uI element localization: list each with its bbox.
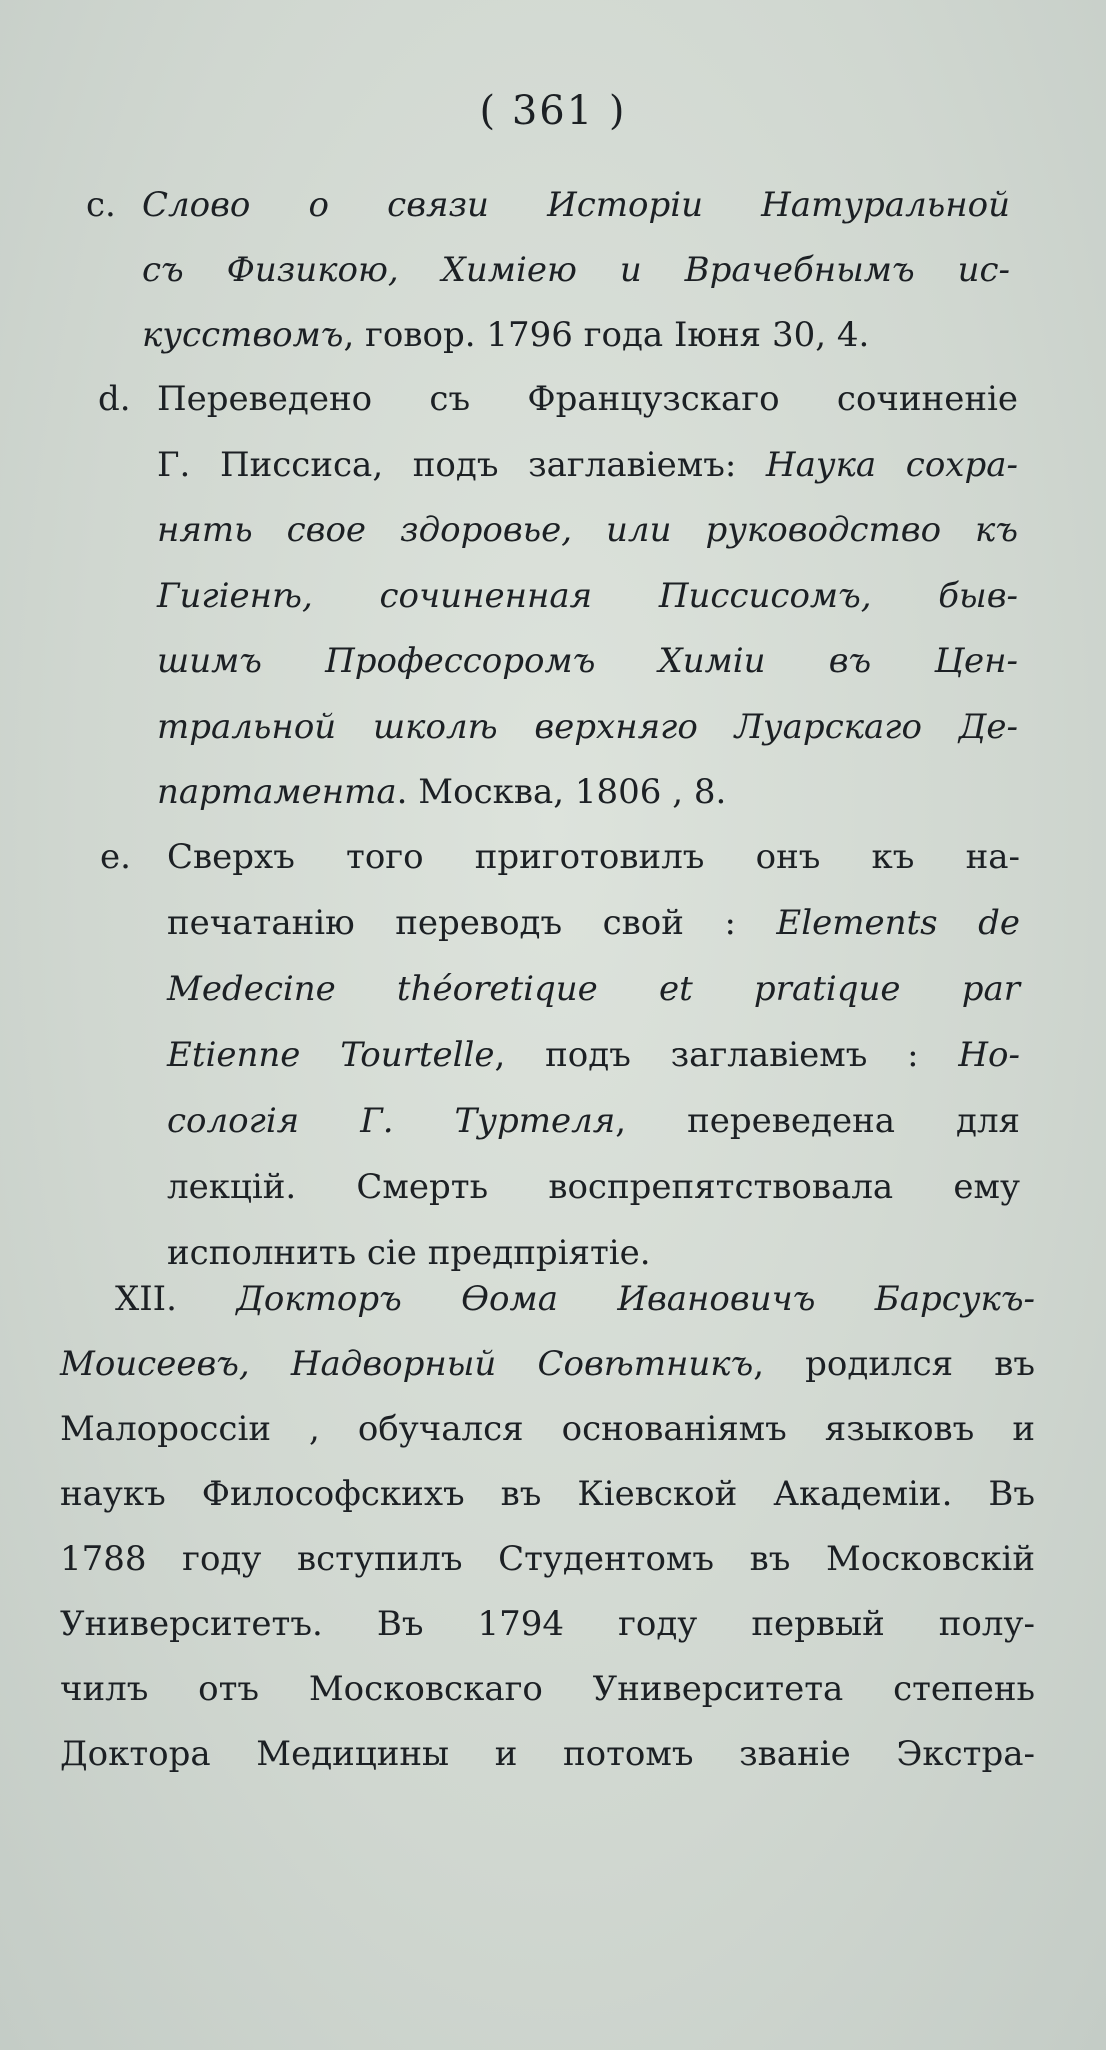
text-line	[157, 379, 1018, 419]
italic-text: Elements de	[776, 903, 1020, 943]
italic-text: тральной школѣ верхняго Луарскаго Де-	[157, 706, 1018, 747]
text-line	[157, 575, 1018, 616]
italic-text: Etienne Tourtelle	[167, 1035, 495, 1075]
text-run: , родился въ	[753, 1344, 1035, 1384]
text-run: Университетъ. Въ 1794 году первый полу-	[60, 1604, 1035, 1644]
text-line	[142, 250, 1010, 290]
text-line	[167, 1101, 1020, 1141]
text-line	[157, 510, 1018, 550]
text-run: лекцій. Смерть воспрепятствовала ему	[167, 1167, 1020, 1207]
text-line	[167, 1233, 1020, 1273]
text-run: исполнить сіе предпріятіе.	[167, 1233, 651, 1273]
italic-text: Гигіенѣ, сочиненная Писсисомъ, быв-	[157, 575, 1018, 616]
text-line	[157, 772, 1018, 812]
italic-text: Medecine théoretique et pratique par	[167, 969, 1020, 1009]
text-line	[60, 1669, 1035, 1709]
text-run: , говор. 1796 года Іюня 30, 4.	[343, 315, 870, 355]
text-line	[167, 1167, 1020, 1207]
italic-text: съ Физикою, Химіею и Врачебнымъ ис-	[142, 250, 1010, 290]
text-run: , подъ заглавіемъ :	[494, 1035, 959, 1075]
text-line	[167, 969, 1020, 1009]
text-run: печатанію переводъ свой :	[167, 903, 777, 943]
text-run: , переведена для	[615, 1101, 1020, 1141]
text-line	[60, 1474, 1035, 1514]
italic-text: Но-	[958, 1035, 1021, 1075]
italic-text: кусствомъ	[142, 315, 344, 355]
italic-text: Докторъ Ѳома Ивановичъ Барсукъ-	[236, 1279, 1036, 1319]
text-run: Переведено съ Французскаго сочиненіе	[157, 379, 1018, 419]
text-line	[60, 1734, 1035, 1774]
text-line	[167, 837, 1020, 877]
text-line	[142, 185, 1010, 225]
entry-marker: e.	[100, 837, 131, 877]
text-line	[157, 444, 1018, 485]
italic-text: Наука сохра-	[765, 444, 1018, 485]
text-run: . Москва, 1806 , 8.	[396, 772, 727, 812]
text-line	[167, 1035, 1021, 1075]
text-run: 1788 году вступилъ Студентомъ въ Московскій	[60, 1539, 1035, 1579]
entry-marker: c.	[86, 185, 116, 225]
italic-text: шимъ Профессоромъ Химіи въ Цен-	[157, 641, 1018, 681]
text-run: Г. Писсиса, подъ заглавіемъ:	[157, 444, 766, 485]
text-line	[60, 1344, 1035, 1384]
text-line	[167, 903, 1020, 943]
text-line	[60, 1409, 1035, 1449]
text-line	[157, 706, 1018, 747]
italic-text: Моисеевъ, Надворный Совѣтникъ	[60, 1344, 754, 1384]
italic-text: Слово о связи Исторіи Натуральной	[142, 185, 1010, 225]
text-line	[157, 641, 1018, 681]
text-line	[142, 315, 1010, 355]
text-run: Малороссіи , обучался основаніямъ языковъ и	[60, 1409, 1035, 1449]
text-run: Сверхъ того приготовилъ онъ къ на-	[167, 837, 1020, 877]
italic-text: партамента	[157, 772, 397, 812]
italic-text: нять свое здоровье, или руководство къ	[157, 510, 1018, 550]
italic-text: сологія Г. Туртеля	[167, 1101, 616, 1141]
text-run: наукъ Философскихъ въ Кіевской Академіи. Въ	[60, 1474, 1035, 1514]
page-number: ( 361 )	[479, 88, 627, 134]
text-run: чилъ отъ Московскаго Университета степень	[60, 1669, 1035, 1709]
text-line	[115, 1279, 1036, 1319]
text-line	[60, 1604, 1035, 1644]
text-run: Доктора Медицины и потомъ званіе Экстра-	[60, 1734, 1035, 1774]
entry-marker: d.	[98, 379, 131, 419]
text-line	[60, 1539, 1035, 1579]
text-run: XII.	[115, 1279, 237, 1319]
